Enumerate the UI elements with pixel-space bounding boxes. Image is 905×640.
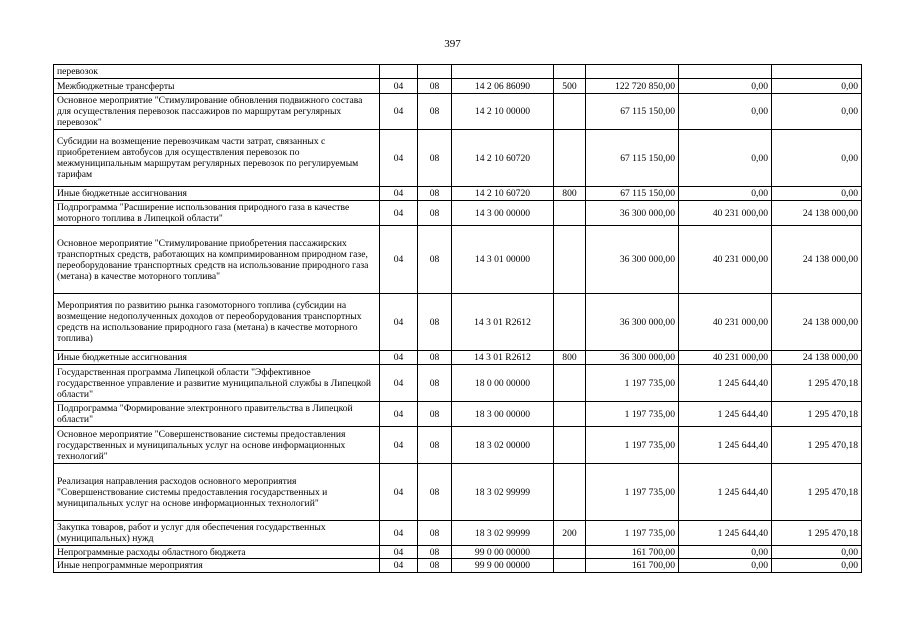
amount-year2 [679,65,772,79]
amount-year2: 40 231 000,00 [679,351,772,365]
expense-name: Подпрограмма "Расширение использования природного газа в качестве моторного топлива в Липецкой области" [54,201,380,226]
code-rz: 08 [418,427,452,464]
amount-year2: 1 245 644,40 [679,402,772,427]
code-csr: 99 0 00 00000 [452,546,554,559]
code-rz: 08 [418,130,452,187]
amount-year2: 40 231 000,00 [679,226,772,294]
code-rz: 08 [418,79,452,94]
amount-year2: 0,00 [679,79,772,94]
code-rz: 08 [418,201,452,226]
amount-year3: 1 295 470,18 [772,427,862,464]
code-vr [554,546,586,559]
code-csr: 14 2 10 60720 [452,187,554,201]
code-gp: 04 [380,464,418,521]
expense-name: Межбюджетные трансферты [54,79,380,94]
code-gp: 04 [380,365,418,402]
code-csr: 14 2 10 60720 [452,130,554,187]
code-vr [554,427,586,464]
code-vr [554,559,586,573]
code-gp: 04 [380,130,418,187]
amount-year2: 1 245 644,40 [679,521,772,546]
code-gp: 04 [380,94,418,130]
table-row [54,546,862,559]
code-csr: 14 3 01 R2612 [452,294,554,351]
code-gp: 04 [380,402,418,427]
table-row [54,351,862,365]
amount-year2: 0,00 [679,559,772,573]
expense-name: Основное мероприятие "Стимулирование приобретения пассажирских транспортных средств, работающих на компримированном природном газе, переоборудование транспортных средств на использование природного газа (метана) в качестве моторного топлива" [54,226,380,294]
amount-year2: 1 245 644,40 [679,464,772,521]
amount-year3: 0,00 [772,79,862,94]
code-rz: 08 [418,521,452,546]
table-row [54,226,862,294]
code-csr: 18 3 02 99999 [452,464,554,521]
amount-year3: 24 138 000,00 [772,351,862,365]
expense-name: Мероприятия по развитию рынка газомоторного топлива (субсидии на возмещение недополученных доходов от переоборудования транспортных средств на использование природного газа (метана) в качестве моторного топлива) [54,294,380,351]
amount-year1: 67 115 150,00 [586,94,679,130]
table-row [54,79,862,94]
amount-year3: 1 295 470,18 [772,365,862,402]
amount-year3: 0,00 [772,546,862,559]
code-rz: 08 [418,464,452,521]
amount-year2: 0,00 [679,130,772,187]
code-gp: 04 [380,351,418,365]
code-csr: 18 3 00 00000 [452,402,554,427]
code-rz [418,65,452,79]
amount-year3: 0,00 [772,187,862,201]
amount-year1: 36 300 000,00 [586,294,679,351]
code-vr [554,130,586,187]
code-gp [380,65,418,79]
code-rz: 08 [418,226,452,294]
amount-year1: 1 197 735,00 [586,402,679,427]
code-vr [554,365,586,402]
table-row [54,365,862,402]
code-gp: 04 [380,187,418,201]
code-csr: 14 3 01 00000 [452,226,554,294]
code-gp: 04 [380,201,418,226]
amount-year3: 1 295 470,18 [772,464,862,521]
code-gp: 04 [380,521,418,546]
code-vr: 200 [554,521,586,546]
code-gp: 04 [380,79,418,94]
code-rz: 08 [418,402,452,427]
amount-year2: 40 231 000,00 [679,294,772,351]
expense-name: Основное мероприятие "Стимулирование обновления подвижного состава для осуществления перевозок пассажиров по маршрутам регулярных перевозок" [54,94,380,130]
expense-name: Основное мероприятие "Совершенствование системы предоставления государственных и муниципальных услуг на основе информационных технологий" [54,427,380,464]
code-gp: 04 [380,294,418,351]
amount-year2: 1 245 644,40 [679,427,772,464]
code-csr: 14 3 01 R2612 [452,351,554,365]
expense-name: Государственная программа Липецкой области "Эффективное государственное управление и развитие муниципальной службы в Липецкой области" [54,365,380,402]
amount-year2: 40 231 000,00 [679,201,772,226]
code-vr [554,226,586,294]
amount-year2: 1 245 644,40 [679,365,772,402]
code-vr [554,201,586,226]
amount-year3 [772,65,862,79]
code-rz: 08 [418,546,452,559]
code-gp: 04 [380,427,418,464]
amount-year3: 1 295 470,18 [772,521,862,546]
table-row [54,187,862,201]
code-rz: 08 [418,351,452,365]
page-number: 397 [444,38,461,50]
expense-name: Иные непрограммные мероприятия [54,559,380,573]
code-vr [554,94,586,130]
code-rz: 08 [418,559,452,573]
code-csr: 14 2 06 86090 [452,79,554,94]
amount-year3: 24 138 000,00 [772,201,862,226]
table-row [54,94,862,130]
code-rz: 08 [418,365,452,402]
amount-year1: 67 115 150,00 [586,187,679,201]
amount-year1: 122 720 850,00 [586,79,679,94]
amount-year1 [586,65,679,79]
amount-year1: 36 300 000,00 [586,226,679,294]
table-row [54,427,862,464]
amount-year3: 0,00 [772,130,862,187]
amount-year1: 1 197 735,00 [586,464,679,521]
amount-year3: 0,00 [772,559,862,573]
expense-name: Подпрограмма "Формирование электронного правительства в Липецкой области" [54,402,380,427]
expense-name: Закупка товаров, работ и услуг для обеспечения государственных (муниципальных) нужд [54,521,380,546]
budget-table [53,64,862,573]
amount-year2: 0,00 [679,94,772,130]
table-row [54,294,862,351]
amount-year1: 1 197 735,00 [586,427,679,464]
code-gp: 04 [380,546,418,559]
table-row [54,521,862,546]
code-csr: 18 3 02 99999 [452,521,554,546]
code-rz: 08 [418,294,452,351]
code-vr [554,65,586,79]
amount-year1: 1 197 735,00 [586,365,679,402]
table-row [54,402,862,427]
amount-year1: 161 700,00 [586,559,679,573]
code-gp: 04 [380,559,418,573]
code-vr: 500 [554,79,586,94]
table-row [54,464,862,521]
expense-name: Иные бюджетные ассигнования [54,187,380,201]
amount-year2: 0,00 [679,187,772,201]
amount-year3: 1 295 470,18 [772,402,862,427]
code-vr: 800 [554,187,586,201]
code-gp: 04 [380,226,418,294]
amount-year1: 161 700,00 [586,546,679,559]
amount-year2: 0,00 [679,546,772,559]
expense-name: Непрограммные расходы областного бюджета [54,546,380,559]
code-rz: 08 [418,187,452,201]
amount-year1: 67 115 150,00 [586,130,679,187]
expense-name: Иные бюджетные ассигнования [54,351,380,365]
code-vr [554,294,586,351]
amount-year1: 1 197 735,00 [586,521,679,546]
table-row [54,65,862,79]
code-csr: 18 0 00 00000 [452,365,554,402]
expense-name: Реализация направления расходов основного мероприятия "Совершенствование системы предоставления государственных и муниципальных услуг на основе информационных технологий" [54,464,380,521]
table-row [54,201,862,226]
code-csr: 14 3 00 00000 [452,201,554,226]
code-vr [554,402,586,427]
code-csr: 18 3 02 00000 [452,427,554,464]
code-rz: 08 [418,94,452,130]
table-row [54,130,862,187]
code-csr: 14 2 10 00000 [452,94,554,130]
amount-year3: 24 138 000,00 [772,294,862,351]
code-csr: 99 9 00 00000 [452,559,554,573]
code-vr [554,464,586,521]
expense-name: перевозок [54,65,380,79]
code-csr [452,65,554,79]
code-vr: 800 [554,351,586,365]
amount-year1: 36 300 000,00 [586,351,679,365]
table-row [54,559,862,573]
expense-name: Субсидии на возмещение перевозчикам части затрат, связанных с приобретением автобусов для осуществления перевозок по межмуниципальным маршрутам регулярных перевозок по регулируемым тарифам [54,130,380,187]
amount-year3: 24 138 000,00 [772,226,862,294]
amount-year1: 36 300 000,00 [586,201,679,226]
amount-year3: 0,00 [772,94,862,130]
